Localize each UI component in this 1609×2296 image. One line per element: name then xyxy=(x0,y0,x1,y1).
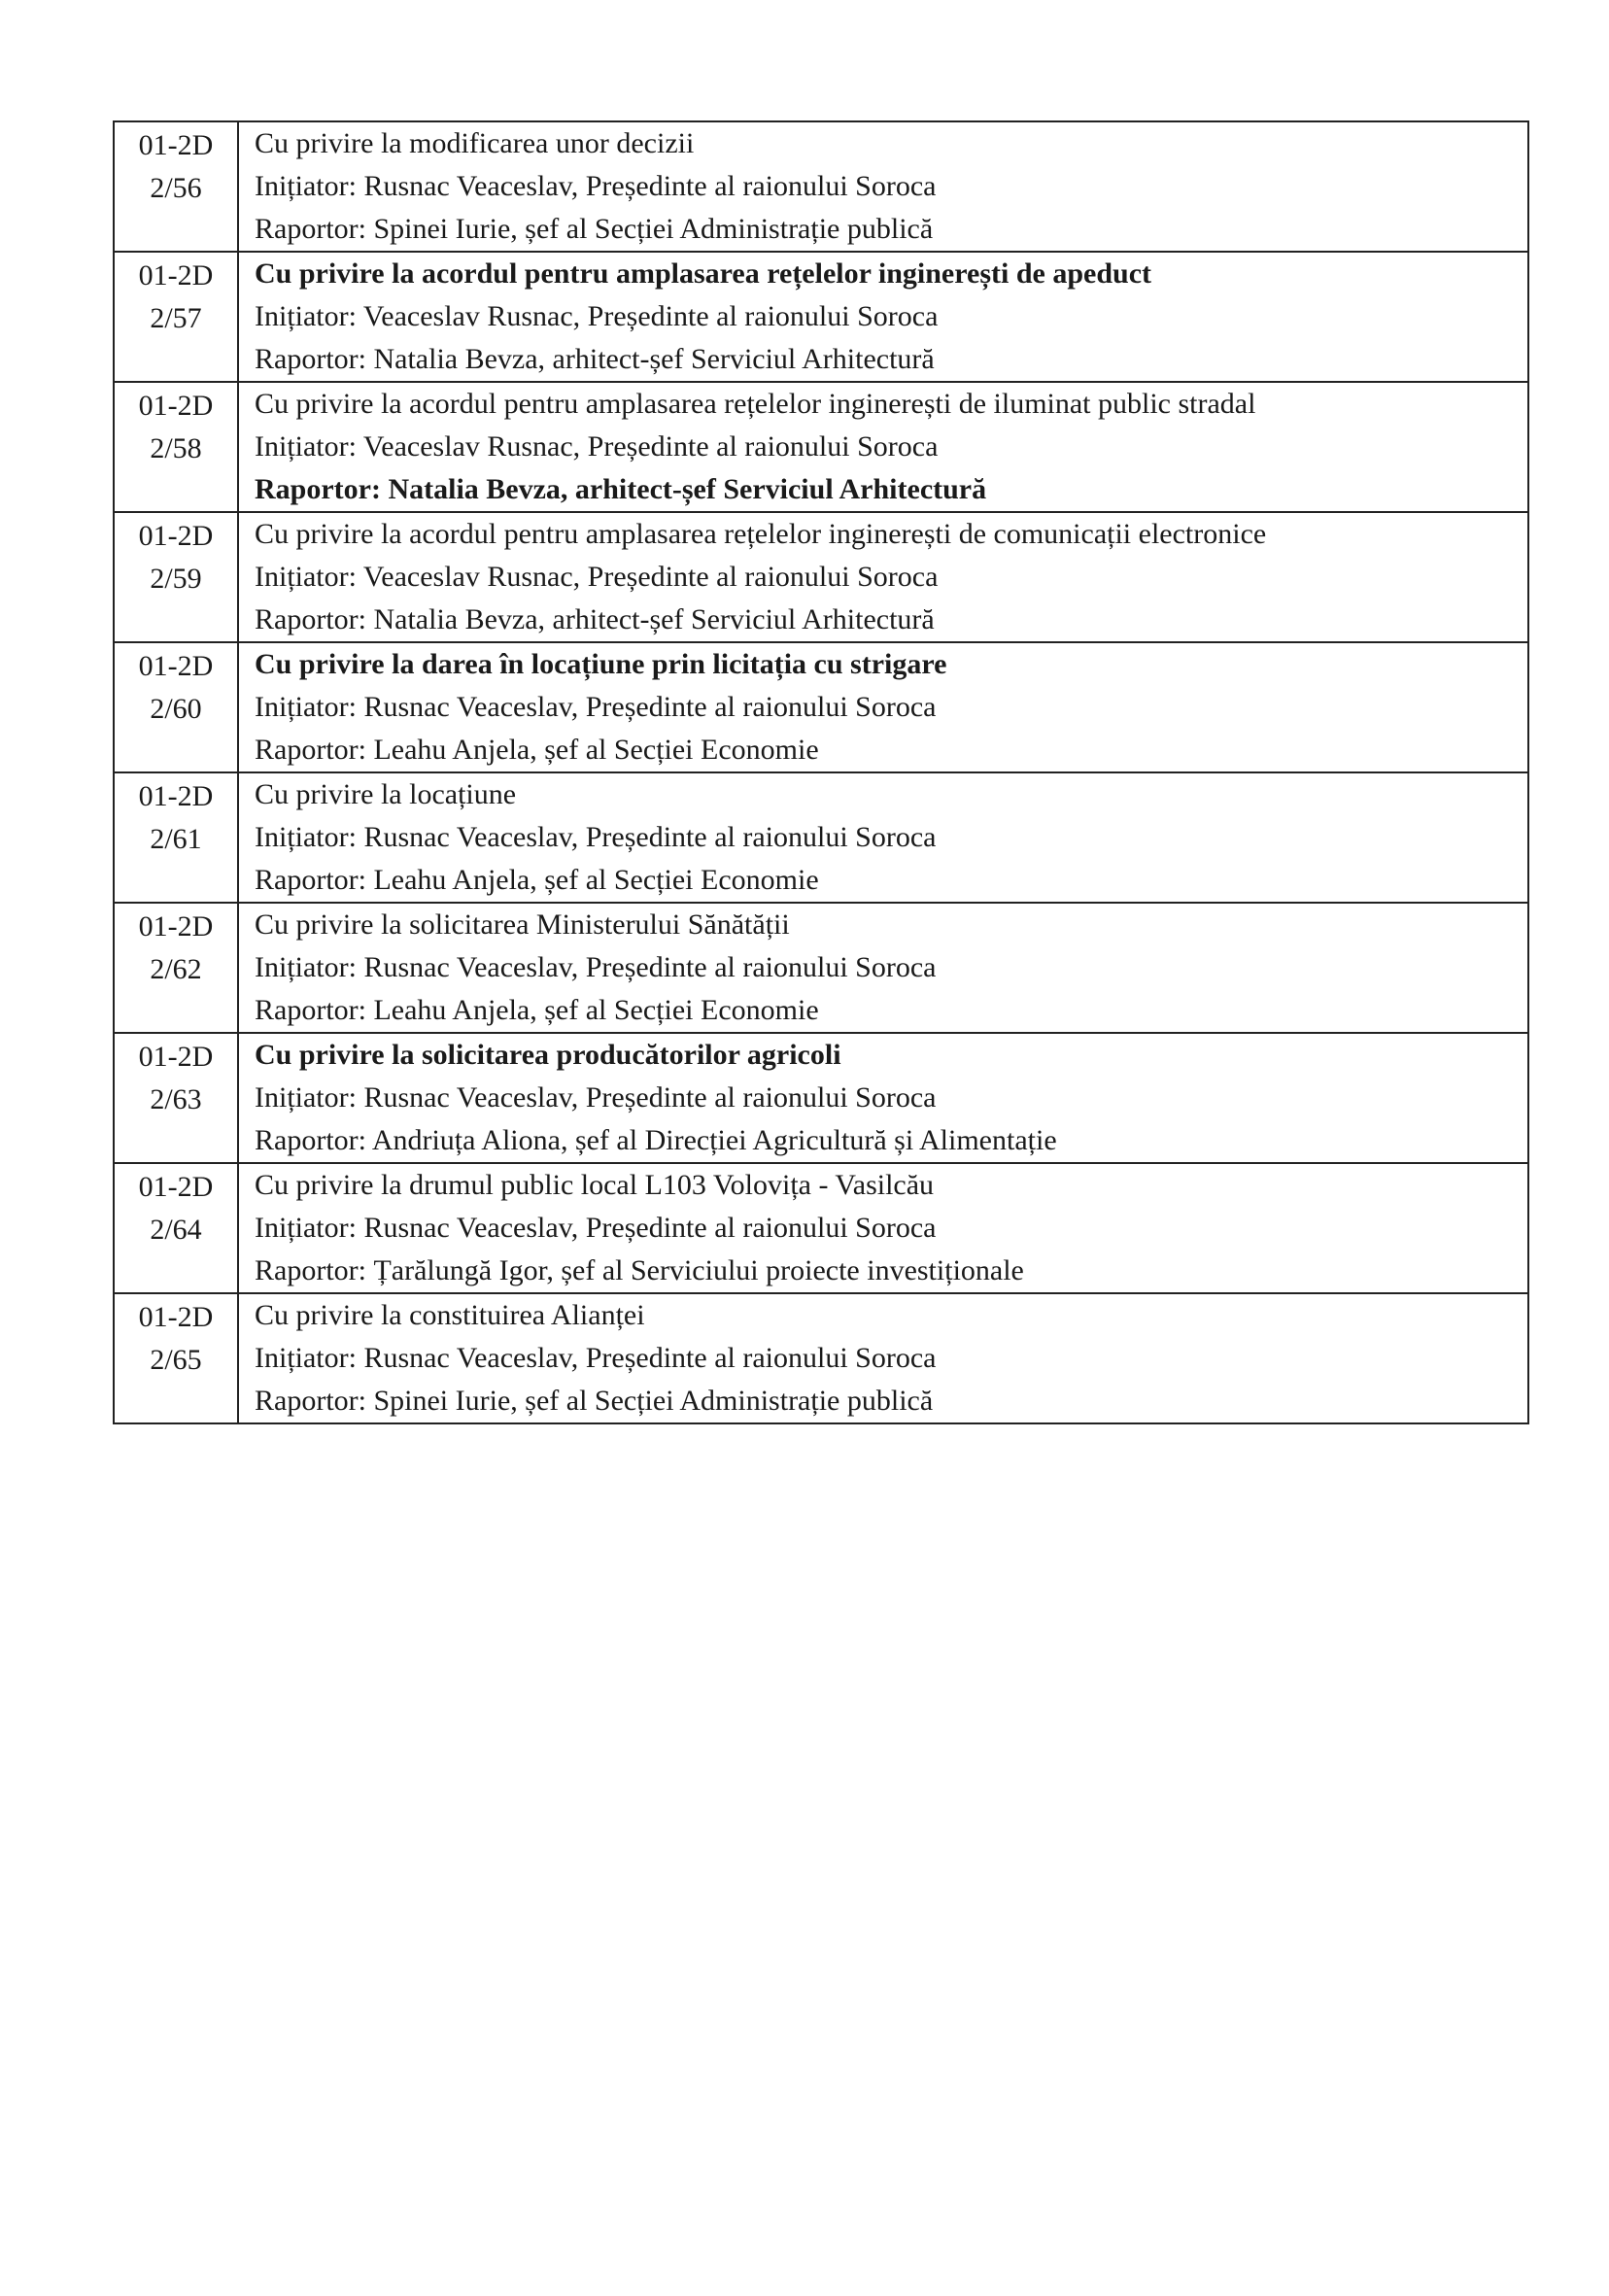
code-cell xyxy=(114,903,238,1033)
table-row xyxy=(114,1033,1528,1163)
code-cell xyxy=(114,772,238,903)
decision-raportor: Raportor: Natalia Bevza, arhitect-șef Serviciul Arhitectură xyxy=(255,343,935,375)
code-cell xyxy=(114,1293,238,1423)
decision-number: 2/62 xyxy=(150,953,202,985)
description-cell xyxy=(238,903,1528,1033)
decision-code: 01-2D xyxy=(138,129,214,161)
description-cell xyxy=(238,772,1528,903)
decision-code: 01-2D xyxy=(138,390,214,422)
decisions-table xyxy=(113,120,1529,1424)
decision-raportor: Raportor: Andriuța Aliona, șef al Direcției Agricultură și Alimentație xyxy=(255,1124,1057,1156)
decision-title: Cu privire la locațiune xyxy=(255,778,517,810)
table-row xyxy=(114,1163,1528,1293)
table-row xyxy=(114,772,1528,903)
decision-title: Cu privire la acordul pentru amplasarea rețelelor inginerești de apeduct xyxy=(255,257,1151,290)
decision-raportor: Raportor: Spinei Iurie, șef al Secției Administrație publică xyxy=(255,1385,934,1417)
decision-title: Cu privire la darea în locațiune prin licitația cu strigare xyxy=(255,648,947,680)
decision-raportor: Raportor: Leahu Anjela, șef al Secției Economie xyxy=(255,994,819,1026)
decision-initiator: Inițiator: Rusnac Veaceslav, Președinte al raionului Soroca xyxy=(255,821,937,853)
decision-number: 2/65 xyxy=(150,1344,202,1376)
decision-initiator: Inițiator: Veaceslav Rusnac, Președinte al raionului Soroca xyxy=(255,561,939,593)
decision-title: Cu privire la acordul pentru amplasarea rețelelor inginerești de comunicații electronice xyxy=(255,518,1267,550)
decision-number: 2/57 xyxy=(150,302,202,334)
table-row xyxy=(114,903,1528,1033)
table-row xyxy=(114,252,1528,382)
code-cell xyxy=(114,252,238,382)
decision-number: 2/64 xyxy=(150,1214,202,1246)
decision-title: Cu privire la constituirea Alianței xyxy=(255,1299,645,1331)
decision-raportor: Raportor: Natalia Bevza, arhitect-șef Serviciul Arhitectură xyxy=(255,473,987,505)
decision-number: 2/58 xyxy=(150,432,202,464)
code-cell xyxy=(114,121,238,252)
decision-initiator: Inițiator: Rusnac Veaceslav, Președinte al raionului Soroca xyxy=(255,170,937,202)
decision-code: 01-2D xyxy=(138,650,214,682)
decision-code: 01-2D xyxy=(138,259,214,291)
decision-raportor: Raportor: Țarălungă Igor, șef al Serviciului proiecte investiționale xyxy=(255,1254,1024,1286)
table-row xyxy=(114,121,1528,252)
description-cell xyxy=(238,642,1528,772)
description-cell xyxy=(238,512,1528,642)
table-row xyxy=(114,1293,1528,1423)
decision-initiator: Inițiator: Veaceslav Rusnac, Președinte al raionului Soroca xyxy=(255,430,939,463)
decision-initiator: Inițiator: Veaceslav Rusnac, Președinte al raionului Soroca xyxy=(255,300,939,332)
decision-code: 01-2D xyxy=(138,520,214,552)
decision-code: 01-2D xyxy=(138,910,214,942)
decision-initiator: Inițiator: Rusnac Veaceslav, Președinte al raionului Soroca xyxy=(255,1081,937,1114)
table-row xyxy=(114,382,1528,512)
decision-initiator: Inițiator: Rusnac Veaceslav, Președinte al raionului Soroca xyxy=(255,691,937,723)
decision-number: 2/60 xyxy=(150,693,202,725)
decision-initiator: Inițiator: Rusnac Veaceslav, Președinte al raionului Soroca xyxy=(255,951,937,983)
decision-raportor: Raportor: Spinei Iurie, șef al Secției Administrație publică xyxy=(255,213,934,245)
decision-number: 2/59 xyxy=(150,563,202,595)
description-cell xyxy=(238,382,1528,512)
table-row xyxy=(114,512,1528,642)
description-cell xyxy=(238,1033,1528,1163)
code-cell xyxy=(114,382,238,512)
decision-title: Cu privire la acordul pentru amplasarea rețelelor inginerești de iluminat public stradal xyxy=(255,388,1256,420)
decision-number: 2/56 xyxy=(150,172,202,204)
decision-code: 01-2D xyxy=(138,780,214,812)
decision-code: 01-2D xyxy=(138,1301,214,1333)
decision-raportor: Raportor: Leahu Anjela, șef al Secției Economie xyxy=(255,864,819,896)
decision-title: Cu privire la solicitarea Ministerului Sănătății xyxy=(255,908,790,941)
description-cell xyxy=(238,1163,1528,1293)
decision-raportor: Raportor: Natalia Bevza, arhitect-șef Serviciul Arhitectură xyxy=(255,603,935,635)
decision-number: 2/61 xyxy=(150,823,202,855)
code-cell xyxy=(114,1163,238,1293)
code-cell xyxy=(114,512,238,642)
decision-number: 2/63 xyxy=(150,1083,202,1115)
code-cell xyxy=(114,642,238,772)
decision-title: Cu privire la solicitarea producătorilor agricoli xyxy=(255,1039,841,1071)
decision-initiator: Inițiator: Rusnac Veaceslav, Președinte al raionului Soroca xyxy=(255,1342,937,1374)
decision-raportor: Raportor: Leahu Anjela, șef al Secției Economie xyxy=(255,734,819,766)
description-cell xyxy=(238,1293,1528,1423)
decision-initiator: Inițiator: Rusnac Veaceslav, Președinte al raionului Soroca xyxy=(255,1212,937,1244)
table-row xyxy=(114,642,1528,772)
decision-code: 01-2D xyxy=(138,1041,214,1073)
code-cell xyxy=(114,1033,238,1163)
description-cell xyxy=(238,121,1528,252)
description-cell xyxy=(238,252,1528,382)
decision-code: 01-2D xyxy=(138,1171,214,1203)
decision-title: Cu privire la drumul public local L103 Volovița - Vasilcău xyxy=(255,1169,935,1201)
decision-title: Cu privire la modificarea unor decizii xyxy=(255,127,695,159)
decisions-table-body xyxy=(114,121,1528,1423)
